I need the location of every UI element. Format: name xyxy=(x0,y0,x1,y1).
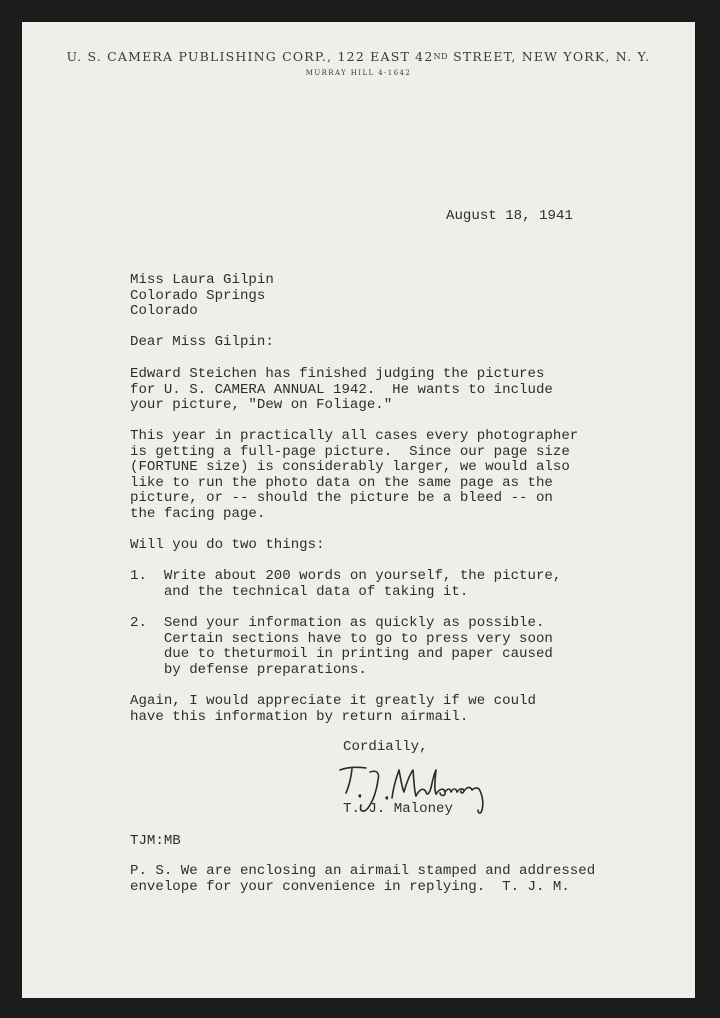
recipient-line: Colorado xyxy=(130,303,198,320)
paragraph-line: the facing page. xyxy=(130,505,266,522)
list-item-line: Certain sections have to go to press very soon xyxy=(130,630,553,647)
paragraph-line: This year in practically all cases every photographer xyxy=(130,428,579,444)
postscript xyxy=(130,864,595,895)
letterhead-company: U. S. CAMERA PUBLISHING CORP., 122 EAST 42 xyxy=(66,49,434,64)
paragraph-line: is getting a full-page picture. Since our page size xyxy=(130,443,570,460)
paragraph-line: picture, or -- should the picture be a bleed -- on xyxy=(130,490,553,507)
letterhead-company-address xyxy=(22,49,695,64)
closing: Cordially, xyxy=(343,739,428,755)
paragraph-line: for U. S. CAMERA ANNUAL 1942. He wants to include xyxy=(130,381,553,398)
recipient-line: Miss Laura Gilpin xyxy=(130,272,274,288)
letterhead-phone: MURRAY HILL 4-1642 xyxy=(305,69,412,77)
recipient-address xyxy=(130,273,274,320)
letter-page xyxy=(22,22,695,998)
letterhead xyxy=(22,49,695,77)
paragraph-4 xyxy=(130,694,536,725)
list-item-1 xyxy=(130,569,561,600)
list-item-line: 2. Send your information as quickly as possible. xyxy=(130,615,545,631)
letterhead-address-rest: STREET, NEW YORK, N. Y. xyxy=(447,49,651,64)
typist-initials: TJM:MB xyxy=(130,833,181,849)
letter-date: August 18, 1941 xyxy=(446,208,573,224)
letterhead-street-suffix: ND xyxy=(433,52,448,61)
recipient-line: Colorado Springs xyxy=(130,287,266,304)
paragraph-line: (FORTUNE size) is considerably larger, we would also xyxy=(130,459,570,476)
paragraph-line: like to run the photo data on the same page as the xyxy=(130,474,553,491)
paragraph-2 xyxy=(130,429,578,523)
paragraph-line: Edward Steichen has finished judging the pictures xyxy=(130,366,545,382)
paragraph-line: Again, I would appreciate it greatly if we could xyxy=(130,693,536,709)
salutation: Dear Miss Gilpin: xyxy=(130,334,274,350)
list-item-line: and the technical data of taking it. xyxy=(130,583,469,600)
paragraph-line: your picture, "Dew on Foliage." xyxy=(130,397,393,414)
paragraph-1 xyxy=(130,367,553,414)
list-item-line: by defense preparations. xyxy=(130,661,367,678)
postscript-line: P. S. We are enclosing an airmail stamped and addressed xyxy=(130,863,596,879)
postscript-line: envelope for your convenience in replying. T. J. M. xyxy=(130,878,570,895)
paragraph-line: have this information by return airmail. xyxy=(130,708,469,725)
paragraph-3: Will you do two things: xyxy=(130,537,325,553)
list-item-2 xyxy=(130,616,553,678)
signer-name: T. J. Maloney xyxy=(343,801,453,817)
list-item-line: due to theturmoil in printing and paper caused xyxy=(130,646,553,663)
list-item-line: 1. Write about 200 words on yourself, the picture, xyxy=(130,568,562,584)
